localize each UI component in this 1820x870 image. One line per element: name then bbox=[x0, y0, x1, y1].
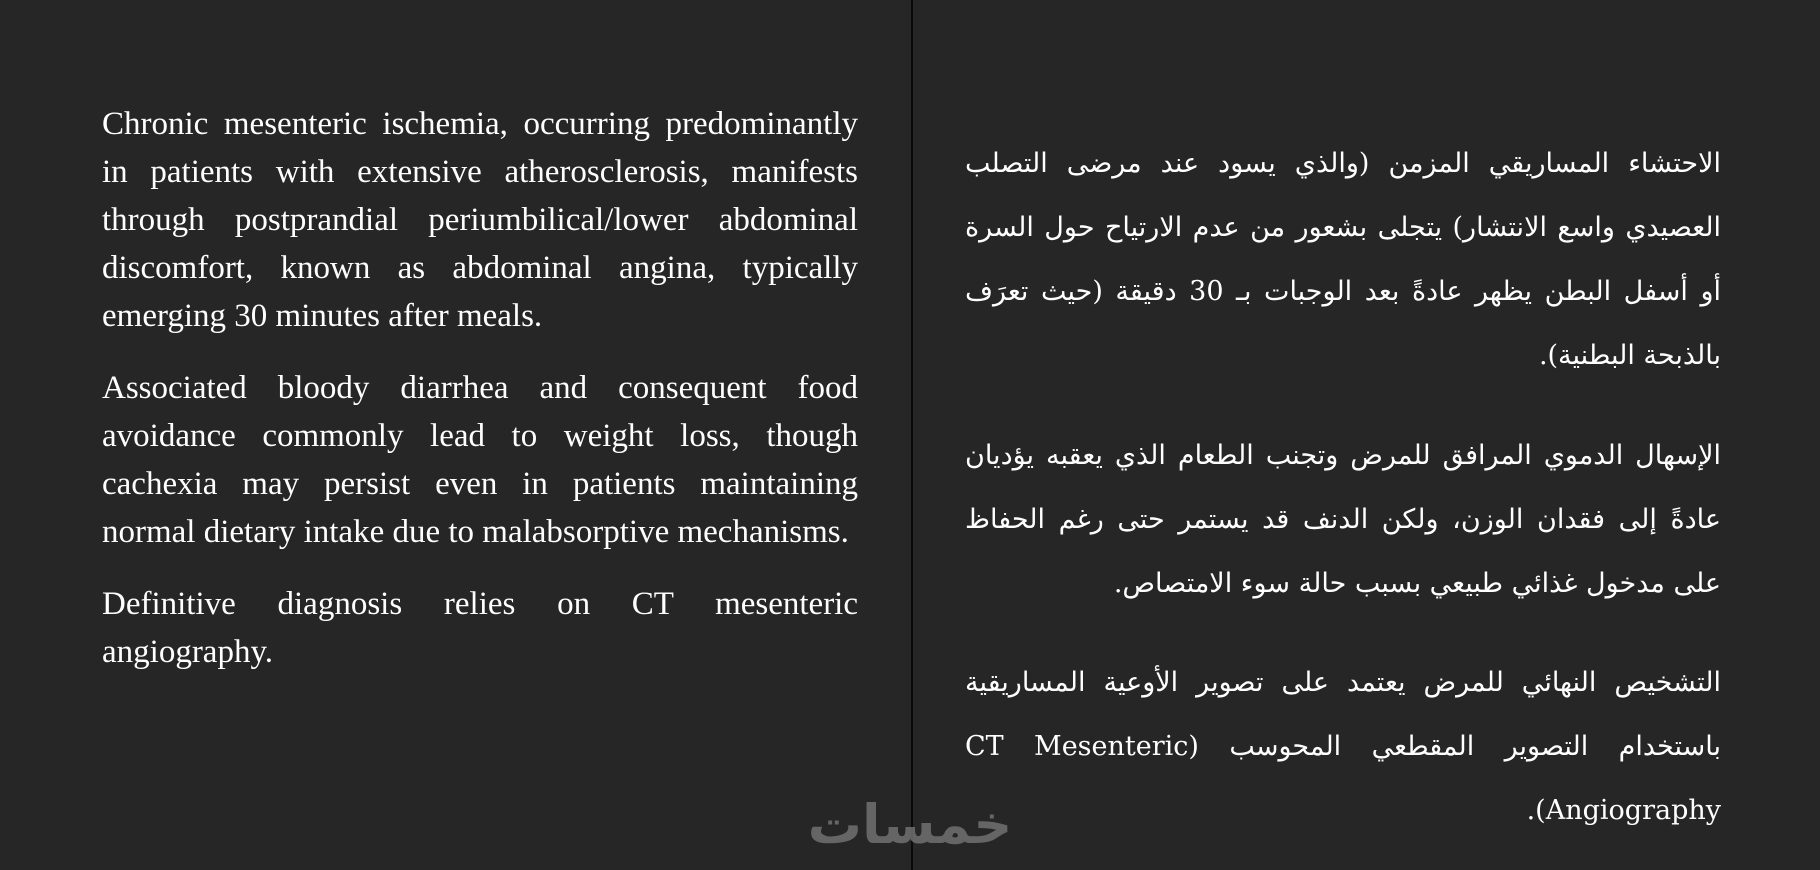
english-column bbox=[102, 100, 858, 700]
arabic-paragraph-2: الإسهال الدموي المرافق للمرض وتجنب الطعام الذي يعقبه يؤديان عادةً إلى فقدان الوزن، ولكن الدنف قد يستمر حتى رغم الحفاظ على مدخول غذائي طبيعي بسبب حالة سوء الامتصاص. bbox=[965, 440, 1722, 599]
arabic-block-3 bbox=[965, 651, 1721, 843]
english-paragraph-2: Associated bloody diarrhea and consequent food avoidance commonly lead to weight loss, though cachexia may persist even in patients maintaining normal dietary intake due to malabsorptive mechanisms. bbox=[102, 370, 858, 550]
arabic-block-2 bbox=[965, 424, 1721, 616]
english-paragraph-1: Chronic mesenteric ischemia, occurring predominantly in patients with extensive atherosclerosis, manifests through postprandial periumbilical/lower abdominal discomfort, known as abdominal angina, typically emerging 30 minutes after meals. bbox=[102, 106, 858, 334]
arabic-block-1 bbox=[965, 132, 1721, 388]
arabic-paragraph-3: التشخيص النهائي للمرض يعتمد على تصوير الأوعية المساريقية باستخدام التصوير المقطعي المحوسب (CT Mesenteric Angiography). bbox=[965, 667, 1721, 826]
khamsat-watermark-logo: خمسات bbox=[807, 793, 1013, 856]
english-paragraph-3: Definitive diagnosis relies on CT mesenteric angiography. bbox=[102, 586, 858, 670]
column-divider bbox=[911, 0, 913, 870]
arabic-paragraph-1: الاحتشاء المساريقي المزمن (والذي يسود عند مرضى التصلب العصيدي واسع الانتشار) يتجلى بشعور من عدم الارتياح حول السرة أو أسفل البطن يظهر عادةً بعد الوجبات بـ 30 دقيقة (حيث تعرَف بالذبحة البطنية). bbox=[965, 148, 1721, 371]
